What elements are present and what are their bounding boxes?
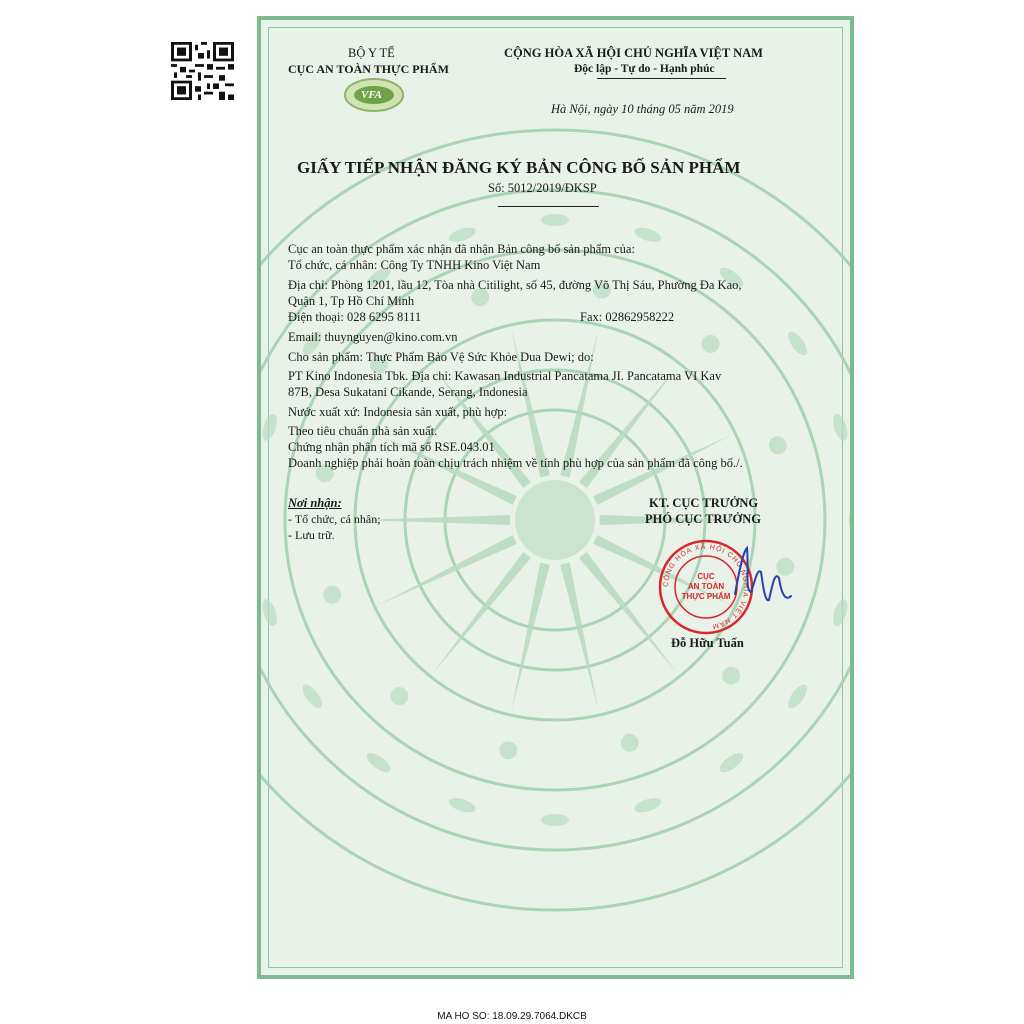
drum-bird-motif <box>785 681 811 711</box>
vfa-logo-text: VFA <box>361 89 383 101</box>
drum-bird-motif <box>299 681 325 711</box>
drum-bird-motif <box>447 795 477 815</box>
stamp-line-1: CỤC <box>697 572 715 581</box>
recipients-label: Nơi nhận: <box>288 496 342 510</box>
dossier-code: MA HO SO: 18.09.29.7064.DKCB <box>437 1011 587 1022</box>
republic-name: CỘNG HÒA XÃ HỘI CHỦ NGHĨA VIỆT NAM <box>504 46 763 60</box>
title-underline <box>498 206 599 207</box>
motto-underline <box>597 78 726 79</box>
drum-figure-motif <box>621 734 639 752</box>
responsibility-statement: Doanh nghiệp phải hoàn toàn chịu trách nhiệm về tính phù hợp của sản phẩm đã công bố./. <box>288 456 743 470</box>
signature-title-2: PHÓ CỤC TRƯỞNG <box>645 512 761 526</box>
qr-code-icon <box>171 42 234 100</box>
date-line: Hà Nội, ngày 10 tháng 05 năm 2019 <box>551 102 734 116</box>
qr-code <box>171 42 234 100</box>
drum-bird-motif <box>849 506 850 534</box>
manufacturer-line-1: PT Kino Indonesia Tbk. Địa chỉ: Kawasan Industrial Pancatama JI. Pancatama VI Kav <box>288 369 722 383</box>
fax: Fax: 02862958222 <box>580 310 675 324</box>
drum-bird-motif <box>541 814 569 826</box>
drum-bird-motif <box>830 598 850 628</box>
drum-figure-motif <box>702 335 720 353</box>
phone: Điện thoại: 028 6295 8111 <box>288 310 422 324</box>
drum-figure-motif <box>499 741 517 759</box>
drum-bird-motif <box>364 750 394 776</box>
drum-bird-motif <box>541 214 569 226</box>
vfa-logo <box>343 77 405 113</box>
drum-bird-motif <box>716 750 746 776</box>
origin: Nước xuất xứ: Indonesia sản xuất, phù hợp: <box>288 405 508 419</box>
drum-figure-motif <box>390 687 408 705</box>
ministry-name: BỘ Y TẾ <box>348 46 395 60</box>
address-line-2: Quận 1, Tp Hồ Chí Minh <box>288 294 415 308</box>
drum-bird-motif <box>830 412 850 442</box>
email: Email: thuynguyen@kino.com.vn <box>288 330 458 344</box>
drum-bird-motif <box>261 598 280 628</box>
address-line-1: Địa chỉ: Phòng 1201, lầu 12, Tòa nhà Citilight, số 45, đường Võ Thị Sáu, Phường Đa Kao, <box>288 278 742 292</box>
motto: Độc lập - Tự do - Hạnh phúc <box>574 63 715 75</box>
body-intro: Cục an toàn thực phẩm xác nhận đã nhận Bản công bố sản phẩm của: <box>288 242 635 256</box>
signature-title-1: KT. CỤC TRƯỞNG <box>649 496 759 510</box>
drum-ray <box>512 563 550 711</box>
stamp-line-3: THỰC PHẨM <box>681 592 731 601</box>
manufacturer-line-2: 87B, Desa Sukatani Cikande, Serang, Indonesia <box>288 385 528 399</box>
signer-name: Đỗ Hữu Tuấn <box>671 636 744 650</box>
drum-bird-motif <box>785 329 811 359</box>
certificate <box>257 16 854 979</box>
drum-bird-motif <box>261 412 280 442</box>
drum-ray <box>360 515 510 525</box>
department-name: CỤC AN TOÀN THỰC PHẨM <box>288 62 449 76</box>
drum-figure-motif <box>769 436 787 454</box>
recipient-item: - Lưu trữ. <box>288 528 335 542</box>
handwritten-signature <box>729 542 799 612</box>
drum-figure-motif <box>722 667 740 685</box>
standard: Theo tiêu chuẩn nhà sản xuất. <box>288 424 438 438</box>
drum-bird-motif <box>633 795 663 815</box>
document-number: Số: 5012/2019/ĐKSP <box>488 181 597 195</box>
drum-bird-motif <box>633 225 663 245</box>
product-line: Cho sản phẩm: Thực Phẩm Bảo Vệ Sức Khỏe Dua Dewi; do: <box>288 350 594 364</box>
recipient-item: - Tổ chức, cá nhân; <box>288 512 381 526</box>
svg-text:CỘNG HÒA XÃ HỘI CHỦ NGHĨA VIỆT: CỘNG HÒA XÃ HỘI CHỦ NGHĨA VIỆT NAM <box>662 543 750 630</box>
analysis-certificate: Chứng nhận phân tích mã số RSE.043.01 <box>288 440 495 454</box>
document-title: GIẤY TIẾP NHẬN ĐĂNG KÝ BẢN CÔNG BỐ SẢN PHẨM <box>297 158 741 177</box>
stamp-line-2: AN TOÀN <box>687 582 725 591</box>
drum-ray <box>560 563 598 711</box>
organization: Tổ chức, cá nhân: Công Ty TNHH Kino Việt Nam <box>288 258 541 272</box>
drum-figure-motif <box>323 586 341 604</box>
